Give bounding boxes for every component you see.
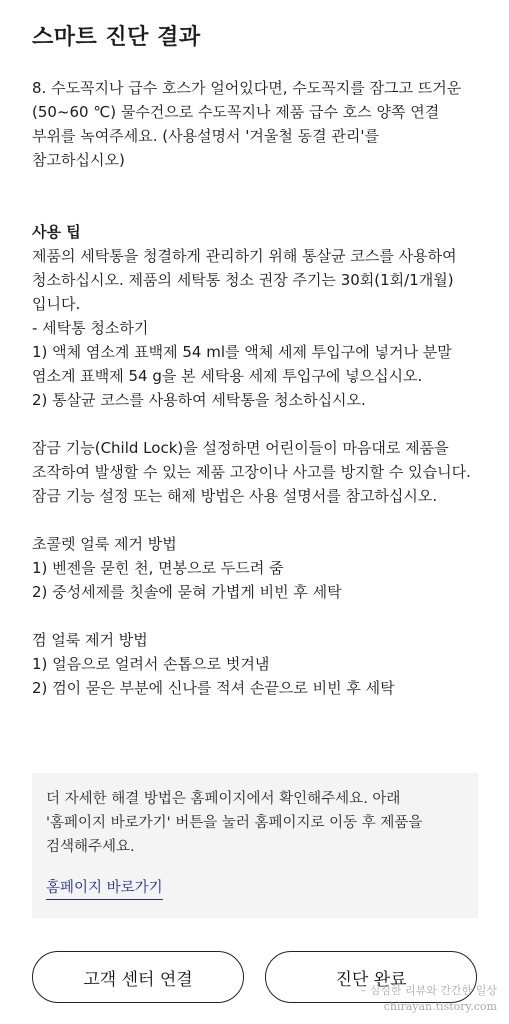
child-lock-text: 잠금 기능(Child Lock)을 설정하면 어린이들이 마음대로 제품을 조작하여 발생할 수 있는 제품 고장이나 사고를 방지할 수 있습니다. 잠금 기능 설정 또는 해제 방법은 사용 설명서를 참고하십시오.: [32, 439, 471, 505]
tips-title: 사용 팁: [32, 223, 81, 241]
watermark-line-2: chirayan.tistory.com: [383, 1000, 497, 1013]
header: [0, 0, 509, 72]
tips-body: 제품의 세탁통을 청결하게 관리하기 위해 통살균 코스를 사용하여 청소하십시오. 제품의 세탁통 청소 권장 주기는 30회(1회/1개월) 입니다. - 세탁통 청소하기 1) 액체 염소계 표백제 54 ml를 액체 세제 투입구에 넣거나 분말 염소계 표백제 54 g을 본 세탁용 세제 투입구에 넣으십시오. 2) 통살균 코스를 사용하여 세탁통을 청소하십시오.: [32, 247, 457, 409]
more-info-box: [32, 773, 478, 918]
more-info-text: 더 자세한 해결 방법은 홈페이지에서 확인해주세요. 아래 '홈페이지 바로가기' 버튼을 눌러 홈페이지로 이동 후 제품을 검색해주세요.: [46, 791, 423, 855]
page-title: 스마트 진단 결과: [32, 25, 201, 50]
homepage-link[interactable]: 홈페이지 바로가기: [46, 877, 163, 900]
gum-stain-text: 껌 얼룩 제거 방법 1) 얼음으로 얼려서 손톱으로 벗겨냄 2) 껌이 묻은 부분에 신나를 적셔 손끝으로 비빈 후 세탁: [32, 631, 395, 697]
step-8-text: 8. 수도꼭지나 급수 호스가 얼어있다면, 수도꼭지를 잠그고 뜨거운 (50~60 ℃) 물수건으로 수도꼭지나 제품 급수 호스 양쪽 연결 부위를 녹여주세요. (사용설명서 '겨울철 동결 관리'를 참고하십시오): [32, 79, 462, 169]
watermark: [322, 983, 497, 1015]
customer-center-button[interactable]: 고객 센터 연결: [32, 951, 244, 1003]
diagnosis-done-button[interactable]: 진단 완료: [265, 951, 477, 1003]
watermark-line-1: – 심심한 리뷰와 간간한 일상: [360, 984, 497, 997]
chocolate-stain-text: 초콜렛 얼룩 제거 방법 1) 벤젠을 묻힌 천, 면봉으로 두드려 줌 2) 중성세제를 칫솔에 묻혀 가볍게 비빈 후 세탁: [32, 535, 342, 601]
diagnosis-content: [32, 64, 482, 700]
